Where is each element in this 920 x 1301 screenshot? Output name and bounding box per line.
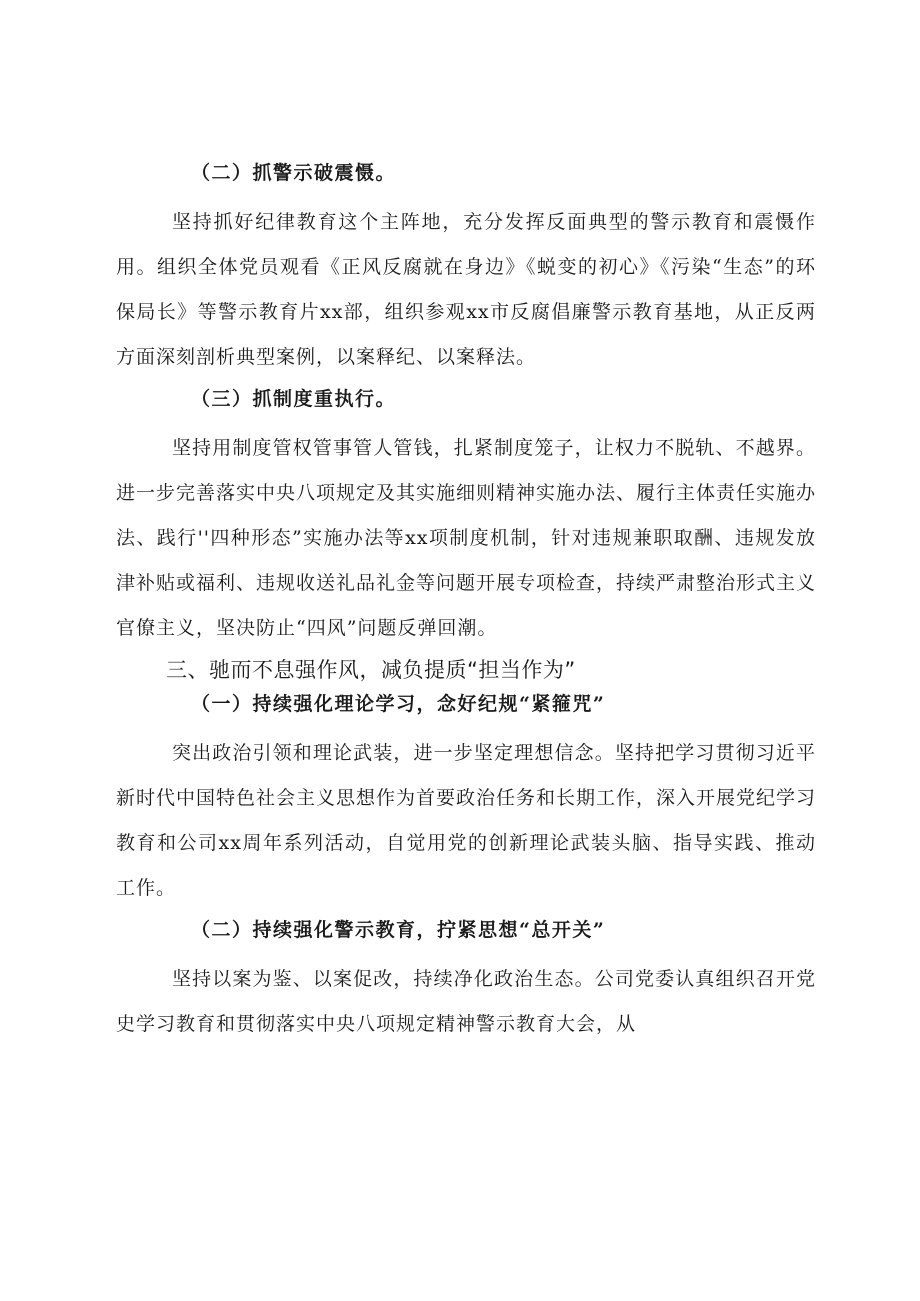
paragraph-warning-education: 坚持抓好纪律教育这个主阵地，充分发挥反面典型的警示教育和震慑作用。组织全体党员观看《正风反腐就在身边》《蜕变的初心》《污染“生态”的环保局长》等警示教育片xx部，组织参观xx市反腐倡廉警示教育基地，从正反两方面深刻剖析典型案例，以案释纪、以案释法。 [116,211,816,368]
subheading-warning-education: （二）持续强化警示教育，拧紧思想“总开关” [191,919,606,941]
paragraph-theory-study: 突出政治引领和理论武装，进一步坚定理想信念。坚持把学习贯彻习近平新时代中国特色社会主义思想作为首要政治任务和长期工作，深入开展党纪学习教育和公司xx周年系列活动，自觉用党的创新理论武装头脑、指导实践、推动工作。 [116,742,817,899]
section-heading-3: 三、驰而不息强作风，减负提质“担当作为” [166,658,576,682]
subheading-theory-study: （一）持续强化理论学习，念好纪规“紧箍咒” [191,693,606,715]
document-page [116,158,816,1047]
paragraph-institution: 坚持用制度管权管事管人管钱，扎紧制度笼子，让权力不脱轨、不越界。进一步完善落实中央八项规定及其实施细则精神实施办法、履行主体责任实施办法、践行''四种形态”实施办法等xx项制度机制，针对违规兼职取酬、违规发放津补贴或福利、违规收送礼品礼金等问题开展专项检查，持续严肃整治形式主义官僚主义，坚决防止“四风”问题反弹回潮。 [116,437,817,639]
paragraph-case-lessons: 坚持以案为鉴、以案促改，持续净化政治生态。公司党委认真组织召开党史学习教育和贯彻落实中央八项规定精神警示教育大会，从 [116,968,816,1035]
subheading-institution-execution: （三）抓制度重执行。 [191,388,397,410]
subheading-deterrence: （二）抓警示破震慑。 [191,162,397,184]
